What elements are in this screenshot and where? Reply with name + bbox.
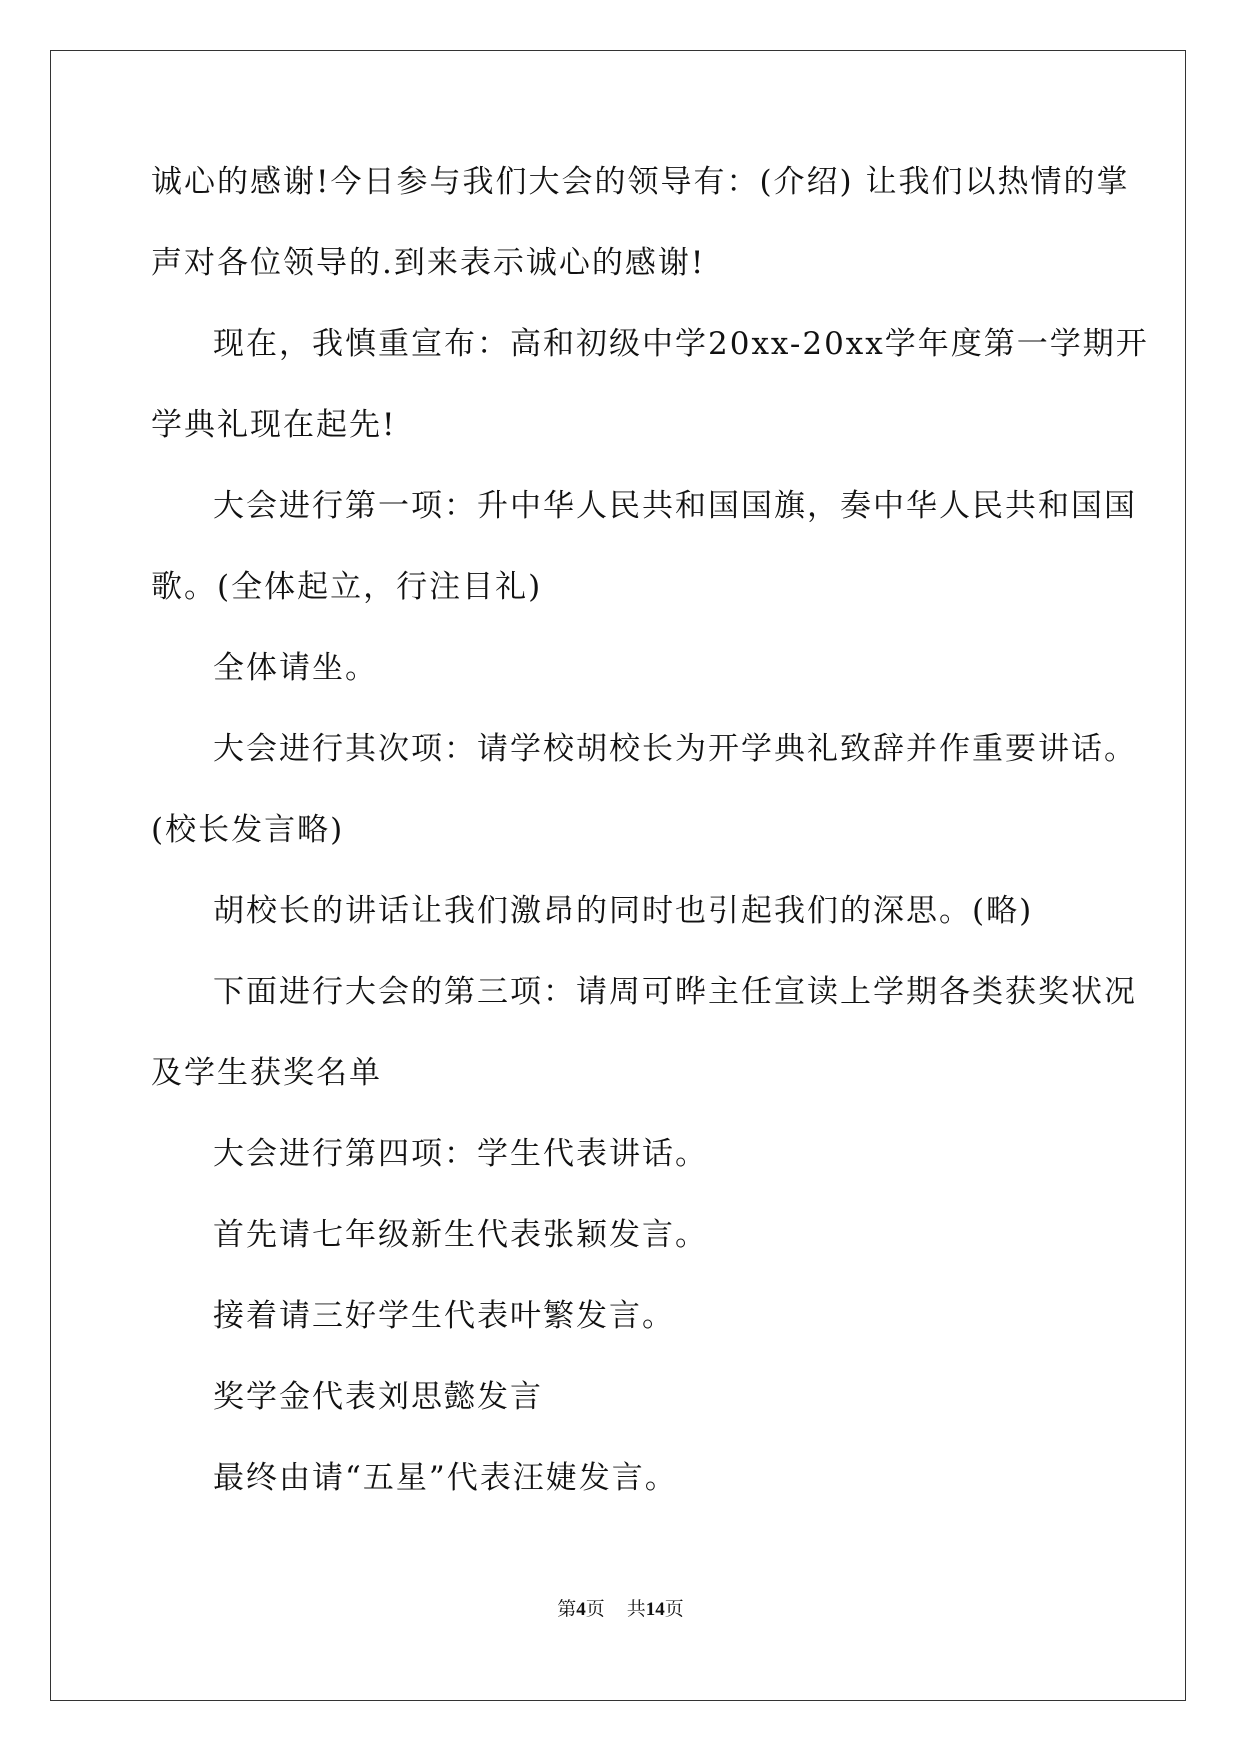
text-line: 及学生获奖名单: [151, 1055, 382, 1091]
text-line: 大会进行其次项：请学校胡校长为开学典礼致辞并作重要讲话。: [213, 731, 1137, 767]
text-line: 诚心的感谢!今日参与我们大会的领导有：(介绍) 让我们以热情的掌: [151, 164, 1130, 200]
text-line: 接着请三好学生代表叶繁发言。: [213, 1298, 675, 1334]
text-line: (校长发言略): [151, 812, 345, 848]
total-suffix: 页: [664, 1599, 684, 1620]
text-line: 首先请七年级新生代表张颖发言。: [213, 1217, 708, 1253]
page-number: 4: [576, 1599, 586, 1620]
text-line: 歌。(全体起立，行注目礼): [151, 569, 543, 605]
total-pages: 14: [645, 1599, 665, 1620]
total-prefix: 共: [626, 1599, 646, 1620]
text-line: 最终由请“五星”代表汪婕发言。: [213, 1460, 678, 1496]
text-line: 学典礼现在起先!: [151, 407, 397, 443]
text-line: 大会进行第四项：学生代表讲话。: [213, 1136, 708, 1172]
text-line: 下面进行大会的第三项：请周可晔主任宣读上学期各类获奖状况: [213, 974, 1137, 1010]
page-prefix: 第: [557, 1599, 577, 1620]
text-line: 胡校长的讲话让我们激昂的同时也引起我们的深思。(略): [213, 893, 1034, 929]
text-line: 现在，我慎重宣布：高和初级中学20xx-20xx学年度第一学期开: [213, 326, 1149, 362]
text-line: 声对各位领导的.到来表示诚心的感谢!: [151, 245, 706, 281]
page-suffix: 页: [585, 1599, 605, 1620]
page-footer: [0, 1594, 1241, 1621]
text-line: 奖学金代表刘思懿发言: [213, 1379, 543, 1415]
page-border: [50, 50, 1186, 1701]
text-line: 大会进行第一项：升中华人民共和国国旗，奏中华人民共和国国: [213, 488, 1137, 524]
text-line: 全体请坐。: [213, 650, 378, 686]
